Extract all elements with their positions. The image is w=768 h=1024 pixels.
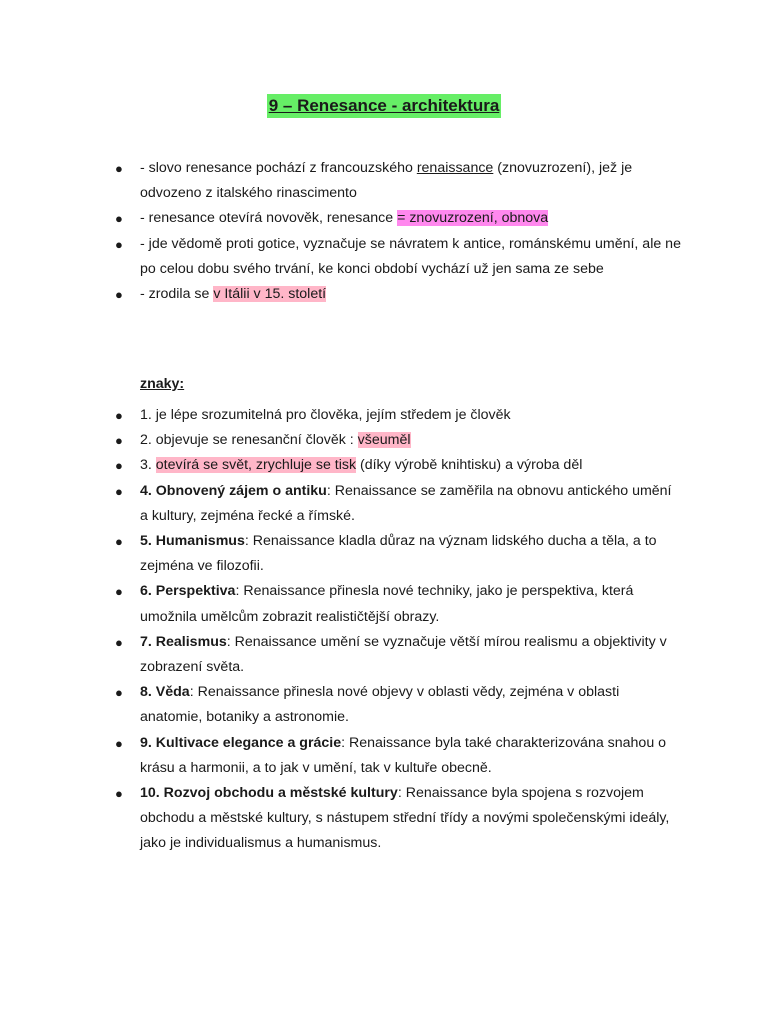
highlighted-text: všeuměl: [357, 432, 411, 449]
list-item: [112, 282, 682, 307]
title-wrap: [0, 94, 768, 118]
item-text: : Renaissance se zaměřila na obnovu antického umění a kultury, zejména řecké a římské.: [140, 482, 672, 524]
item-text: 1. je lépe srozumitelná pro člověka, jejím středem je člověk: [140, 407, 511, 423]
item-text: - renesance otevírá novověk, renesance: [140, 210, 398, 227]
bullet-icon: ●: [115, 634, 123, 650]
list-item: [112, 232, 682, 282]
item-bold-label: 7. Realismus: [140, 633, 227, 650]
bullet-icon: ●: [115, 786, 123, 802]
item-text-tail: (díky výrobě knihtisku) a výroba děl: [356, 457, 583, 474]
item-bold-label: 5. Humanismus: [140, 533, 245, 550]
highlighted-text: otevírá se svět, zrychluje se tisk: [155, 457, 357, 474]
bullet-icon: ●: [115, 685, 123, 701]
bullet-icon: ●: [115, 483, 123, 499]
list-item: [112, 731, 682, 781]
item-text: - zrodila se: [140, 286, 214, 303]
item-bold-label: 4. Obnovený zájem o antiku: [140, 482, 327, 499]
bullet-icon: ●: [115, 735, 123, 751]
item-text: - slovo renesance pochází z francouzského: [140, 160, 417, 176]
page-title: 9 – Renesance - architektura: [267, 94, 502, 118]
list-item: [112, 630, 682, 680]
list-item: [112, 781, 682, 857]
bullet-icon: ●: [115, 236, 123, 252]
bullet-icon: ●: [115, 211, 123, 227]
bullet-icon: ●: [115, 534, 123, 550]
list-item: [112, 156, 682, 206]
item-bold-label: 9. Kultivace elegance a grácie: [140, 734, 342, 751]
section-heading: znaky:: [140, 376, 185, 392]
item-text: 3.: [140, 457, 156, 474]
highlighted-text: = znovuzrození, obnova: [397, 210, 549, 227]
list-item: [112, 529, 682, 579]
item-bold-label: 10. Rozvoj obchodu a městské kultury: [140, 785, 398, 802]
item-text: : Renaissance byla také charakterizována snahou o krásu a harmonii, a to jak v umění, tak v kultuře obecně.: [140, 734, 667, 776]
item-bold-label: 8. Věda: [140, 684, 190, 701]
znaky-list: [112, 403, 682, 857]
item-text: : Renaissance přinesla nové objevy v oblasti vědy, zejména v oblasti anatomie, botaniky a astronomie.: [140, 684, 620, 726]
item-text: : Renaissance byla spojena s rozvojem obchodu a městské kultury, s nástupem střední třídy a novými společenskými ideály, jako je individualismus a humanismus.: [140, 785, 670, 852]
list-item: [112, 680, 682, 730]
item-text: : Renaissance přinesla nové techniky, jako je perspektiva, která umožnila umělcům zobrazit realističtější obrazy.: [140, 583, 634, 625]
bullet-icon: ●: [115, 433, 123, 449]
list-item: [112, 428, 682, 453]
list-item: [112, 579, 682, 629]
item-text: 2. objevuje se renesanční člověk :: [140, 432, 358, 449]
bullet-icon: ●: [115, 161, 123, 176]
highlighted-text: v Itálii v 15. století: [213, 286, 327, 303]
bullet-icon: ●: [115, 458, 123, 474]
item-text: : Renaissance kladla důraz na význam lidského ducha a těla, a to zejména ve filozofii.: [140, 533, 657, 575]
bullet-icon: ●: [115, 584, 123, 600]
intro-list: [112, 156, 682, 307]
list-item: [112, 206, 682, 231]
item-text: - jde vědomě proti gotice, vyznačuje se návratem k antice, románskému umění, ale ne po celou dobu svého trvání, ke konci období vychází už jen sama ze sebe: [140, 235, 681, 277]
list-item: [112, 453, 682, 478]
list-item: [112, 479, 682, 529]
item-text-tail: (znovuzrození), jež je odvozeno z italského rinascimento: [140, 160, 633, 202]
list-item: [112, 403, 682, 428]
bullet-icon: ●: [115, 408, 123, 423]
underlined-term: renaissance: [416, 160, 494, 176]
bullet-icon: ●: [115, 287, 123, 303]
item-bold-label: 6. Perspektiva: [140, 583, 236, 600]
item-text: : Renaissance umění se vyznačuje větší mírou realismu a objektivity v zobrazení světa.: [140, 633, 667, 676]
